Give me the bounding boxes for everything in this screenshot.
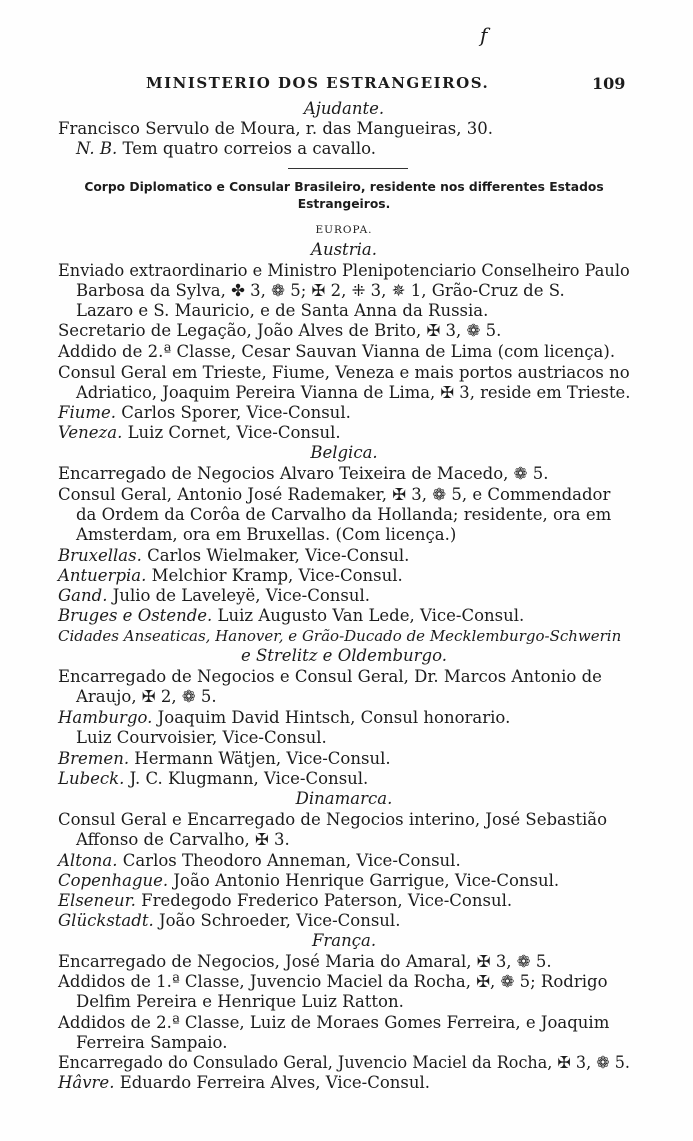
vice-consul-entry (58, 911, 400, 931)
vice-consul-entry (58, 708, 510, 728)
vice-consul-entry (58, 403, 351, 423)
person-entry: Carlos Sporer, Vice-Consul. (116, 403, 351, 422)
place-name: Bremen. (58, 749, 130, 768)
entry-line: Consul Geral, Antonio José Rademaker, ✠ 3, ❁ 5, e Commendador (58, 485, 611, 504)
person-entry: Hermann Wätjen, Vice-Consul. (129, 749, 391, 768)
person-entry: Luiz Cornet, Vice-Consul. (122, 423, 341, 442)
place-name: Bruxellas. (58, 546, 142, 565)
person-entry: Carlos Theodoro Anneman, Vice-Consul. (117, 851, 461, 870)
entry-line: Addidos de 1.ª Classe, Juvencio Maciel da Rocha, ✠, ❁ 5; Rodrigo (58, 972, 608, 991)
page-number: 109 (592, 74, 626, 93)
place-name: Fiume. (58, 403, 117, 422)
entry-line: Barbosa da Sylva, ✤ 3, ❁ 5; ✠ 2, ⁜ 3, ✵ 1, Grão-Cruz de S. (76, 281, 565, 300)
place-name: Antuerpia. (58, 566, 147, 585)
vice-consul-entry (58, 546, 409, 566)
entry-line: Enviado extraordinario e Ministro Plenipotenciario Conselheiro Paulo (58, 261, 630, 280)
entry-line: Affonso de Carvalho, ✠ 3. (76, 830, 290, 849)
place-name: Hâvre. (58, 1073, 115, 1092)
entry-line: Luiz Courvoisier, Vice-Consul. (76, 728, 327, 747)
section-title-line2: Estrangeiros. (297, 197, 391, 211)
vice-consul-entry (58, 749, 391, 769)
place-name: Altona. (58, 851, 118, 870)
entry-line: da Ordem da Corôa de Carvalho da Hollanda; residente, ora em (76, 505, 612, 524)
entry-line: Addidos de 2.ª Classe, Luiz de Moraes Gomes Ferreira, e Joaquim (58, 1013, 610, 1032)
vice-consul-entry (58, 1073, 430, 1093)
place-name: Lubeck. (58, 769, 125, 788)
person-entry: Melchior Kramp, Vice-Consul. (146, 566, 403, 585)
entry-line: Delfim Pereira e Henrique Luiz Ratton. (76, 992, 404, 1011)
place-name: Hamburgo. (58, 708, 153, 727)
ajudante-heading: Ajudante. (303, 99, 385, 118)
note-text: Tem quatro correios a cavallo. (122, 139, 377, 158)
country-heading-franca: França. (311, 931, 377, 950)
entry-line: Lazaro e S. Mauricio, e de Santa Anna da Russia. (76, 301, 489, 320)
place-name: Glückstadt. (58, 911, 154, 930)
entry-line: Addido de 2.ª Classe, Cesar Sauvan Vianna de Lima (com licença). (58, 342, 616, 361)
vice-consul-entry (58, 566, 403, 586)
country-heading-austria: Austria. (311, 240, 377, 259)
person-entry: Eduardo Ferreira Alves, Vice-Consul. (114, 1073, 431, 1092)
country-heading-belgica: Belgica. (310, 443, 378, 462)
corner-mark: f (480, 23, 488, 47)
vice-consul-entry (58, 423, 341, 443)
place-name: Veneza. (58, 423, 123, 442)
person-entry: Luiz Augusto Van Lede, Vice-Consul. (212, 606, 525, 625)
place-name: Gand. (58, 586, 108, 605)
note-label: N. B. (76, 139, 118, 158)
entry-line: Encarregado de Negocios, José Maria do Amaral, ✠ 3, ❁ 5. (58, 952, 552, 971)
region-heading: EUROPA. (315, 224, 373, 236)
entry-line: Secretario de Legação, João Alves de Brito, ✠ 3, ❁ 5. (58, 321, 502, 340)
person-entry: João Antonio Henrique Garrigue, Vice-Consul. (168, 871, 560, 890)
section-title-line1: Corpo Diplomatico e Consular Brasileiro, residente nos differentes Estados (84, 180, 604, 194)
ajudante-entry: Francisco Servulo de Moura, r. das Mangueiras, 30. (58, 119, 493, 138)
entry-line: Adriatico, Joaquim Pereira Vianna de Lima, ✠ 3, reside em Trieste. (76, 383, 631, 402)
entry-line: Ferreira Sampaio. (76, 1033, 228, 1052)
entry-line: Encarregado de Negocios Alvaro Teixeira de Macedo, ❁ 5. (58, 464, 549, 483)
entry-line: Encarregado do Consulado Geral, Juvencio Maciel da Rocha, ✠ 3, ❁ 5. (58, 1053, 630, 1072)
person-entry: Joaquim David Hintsch, Consul honorario. (152, 708, 511, 727)
entry-line: Amsterdam, ora em Bruxellas. (Com licença.) (76, 525, 457, 544)
entry-line: Encarregado de Negocios e Consul Geral, Dr. Marcos Antonio de (58, 667, 602, 686)
country-heading-hanseaticas: Cidades Anseaticas, Hanover, e Grão-Ducado de Mecklemburgo-Schwerin (58, 627, 622, 645)
ajudante-note (76, 139, 376, 159)
vice-consul-entry (58, 851, 461, 871)
page-header-title: MINISTERIO DOS ESTRANGEIROS. (146, 74, 490, 92)
person-entry: Julio de Laveleyë, Vice-Consul. (107, 586, 371, 605)
entry-line: Consul Geral em Trieste, Fiume, Veneza e mais portos austriacos no (58, 363, 630, 382)
place-name: Copenhague. (58, 871, 169, 890)
place-name: Bruges e Ostende. (58, 606, 213, 625)
section-rule (288, 168, 408, 169)
person-entry: Carlos Wielmaker, Vice-Consul. (141, 546, 410, 565)
vice-consul-entry (58, 769, 368, 789)
country-heading-dinamarca: Dinamarca. (295, 789, 393, 808)
vice-consul-entry (58, 871, 559, 891)
vice-consul-entry (58, 586, 370, 606)
person-entry: J. C. Klugmann, Vice-Consul. (124, 769, 369, 788)
entry-line: Araujo, ✠ 2, ❁ 5. (76, 687, 217, 706)
entry-line: Consul Geral e Encarregado de Negocios interino, José Sebastião (58, 810, 608, 829)
country-heading-hanseaticas-line2: e Strelitz e Oldemburgo. (240, 646, 448, 665)
vice-consul-entry (58, 891, 512, 911)
vice-consul-entry (58, 606, 524, 626)
person-entry: João Schroeder, Vice-Consul. (153, 911, 401, 930)
place-name: Elseneur. (58, 891, 136, 910)
person-entry: Fredegodo Frederico Paterson, Vice-Consul. (135, 891, 513, 910)
